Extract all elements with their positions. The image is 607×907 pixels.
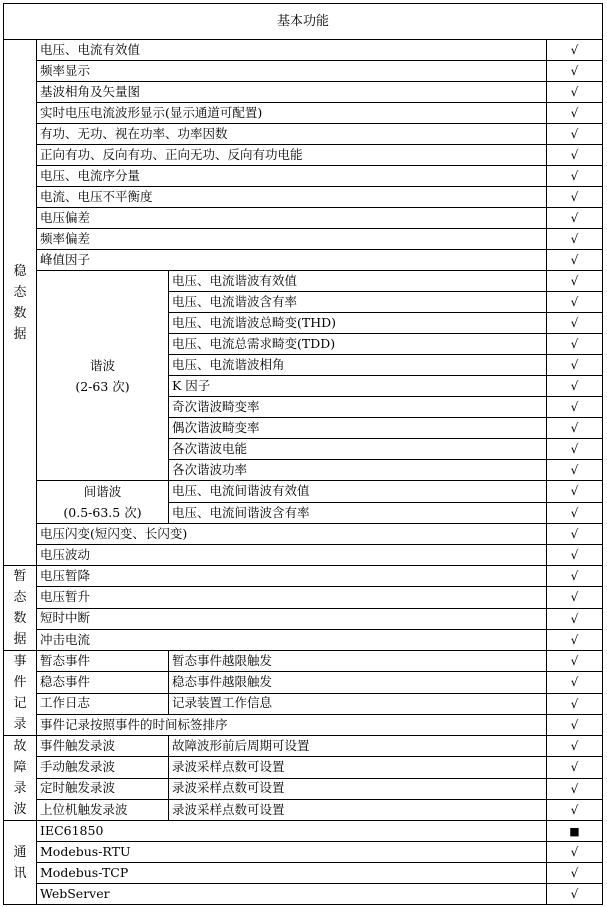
feature-cell: 各次谐波功率 [169, 460, 547, 481]
feature-cell: 电压、电流间谐波含有率 [169, 502, 547, 524]
feature-cell: 频率偏差 [37, 229, 547, 250]
check-mark: √ [547, 524, 603, 545]
table-row [4, 842, 603, 863]
check-mark: √ [547, 460, 603, 481]
table-row [4, 187, 603, 208]
check-mark: √ [547, 545, 603, 566]
table-row [4, 672, 603, 693]
description-cell: 记录装置工作信息 [169, 693, 547, 714]
feature-cell: 电压闪变(短闪变、长闪变) [37, 524, 547, 545]
feature-cell: 奇次谐波畸变率 [169, 397, 547, 418]
table-row [4, 884, 603, 905]
feature-cell: 电压、电流谐波含有率 [169, 292, 547, 313]
check-mark: √ [547, 187, 603, 208]
table-row [4, 545, 603, 566]
check-mark: √ [547, 124, 603, 145]
feature-cell: 电流、电压不平衡度 [37, 187, 547, 208]
feature-cell: 基波相角及矢量图 [37, 82, 547, 103]
feature-cell: 工作日志 [37, 693, 169, 714]
feature-cell: 电压波动 [37, 545, 547, 566]
feature-cell: Modebus-RTU [37, 842, 547, 863]
feature-cell: 偶次谐波畸变率 [169, 418, 547, 439]
check-mark: √ [547, 439, 603, 460]
feature-cell: 暂态事件 [37, 651, 169, 672]
description-cell: 稳态事件越限触发 [169, 672, 547, 693]
table-row [4, 863, 603, 884]
check-mark: √ [547, 651, 603, 672]
check-mark: √ [547, 736, 603, 757]
check-mark: √ [547, 502, 603, 524]
feature-cell: 电压、电流谐波总畸变(THD) [169, 313, 547, 334]
subgroup-interharmonic: 间谐波 (0.5-63.5 次) [37, 481, 169, 524]
check-mark: √ [547, 863, 603, 884]
feature-cell: 电压、电流谐波相角 [169, 355, 547, 376]
table-row [4, 566, 603, 587]
category-transient: 暂 态 数 据 [4, 566, 37, 651]
description-cell: 暂态事件越限触发 [169, 651, 547, 672]
table-row [4, 250, 603, 271]
feature-cell: 事件触发录波 [37, 736, 169, 757]
table-row [4, 82, 603, 103]
feature-cell: Modebus-TCP [37, 863, 547, 884]
table-row [4, 145, 603, 166]
feature-cell: 电压偏差 [37, 208, 547, 229]
feature-cell: 电压、电流间谐波有效值 [169, 481, 547, 503]
feature-cell: IEC61850 [37, 821, 547, 842]
check-mark: √ [547, 842, 603, 863]
table-row [4, 629, 603, 650]
table-row [4, 124, 603, 145]
feature-cell: 电压、电流序分量 [37, 166, 547, 187]
feature-cell: 手动触发录波 [37, 757, 169, 778]
feature-cell: 短时中断 [37, 608, 547, 629]
check-mark: √ [547, 608, 603, 629]
category-fault-recording: 故 障 录 波 [4, 736, 37, 821]
check-mark: √ [547, 82, 603, 103]
check-mark: √ [547, 778, 603, 799]
category-communication: 通 讯 [4, 821, 37, 905]
feature-cell: 定时触发录波 [37, 778, 169, 799]
check-mark: √ [547, 693, 603, 714]
check-mark: √ [547, 799, 603, 820]
feature-cell: 电压、电流总需求畸变(TDD) [169, 334, 547, 355]
check-mark: √ [547, 376, 603, 397]
check-mark: √ [547, 672, 603, 693]
table-row [4, 103, 603, 124]
check-mark: √ [547, 397, 603, 418]
table-row [4, 271, 603, 292]
subgroup-harmonic: 谐波 (2-63 次) [37, 271, 169, 481]
table-row [4, 714, 603, 735]
table-row [4, 757, 603, 778]
check-mark: √ [547, 103, 603, 124]
feature-cell: 稳态事件 [37, 672, 169, 693]
feature-cell: 冲击电流 [37, 629, 547, 650]
table-row [4, 778, 603, 799]
square-mark: ■ [547, 821, 603, 842]
table-row [4, 40, 603, 61]
check-mark: √ [547, 418, 603, 439]
category-events: 事 件 记 录 [4, 651, 37, 736]
category-steady-state: 稳 态 数 据 [4, 40, 37, 566]
table-row [4, 229, 603, 250]
check-mark: √ [547, 166, 603, 187]
table-row [4, 736, 603, 757]
table-row [4, 821, 603, 842]
feature-cell: 实时电压电流波形显示(显示通道可配置) [37, 103, 547, 124]
check-mark: √ [547, 250, 603, 271]
feature-cell: 有功、无功、视在功率、功率因数 [37, 124, 547, 145]
feature-cell: 电压暂降 [37, 566, 547, 587]
feature-cell: 峰值因子 [37, 250, 547, 271]
feature-cell: 各次谐波电能 [169, 439, 547, 460]
check-mark: √ [547, 757, 603, 778]
table-row [4, 608, 603, 629]
feature-cell: 事件记录按照事件的时间标签排序 [37, 714, 547, 735]
description-cell: 录波采样点数可设置 [169, 778, 547, 799]
table-header-row [4, 4, 603, 40]
check-mark: √ [547, 229, 603, 250]
feature-cell: 电压、电流谐波有效值 [169, 271, 547, 292]
function-table [3, 3, 603, 905]
check-mark: √ [547, 481, 603, 503]
table-row [4, 166, 603, 187]
table-row [4, 481, 603, 503]
check-mark: √ [547, 355, 603, 376]
table-row [4, 208, 603, 229]
feature-cell: 电压暂升 [37, 587, 547, 608]
table-row [4, 61, 603, 82]
table-row [4, 693, 603, 714]
feature-cell: WebServer [37, 884, 547, 905]
check-mark: √ [547, 629, 603, 650]
check-mark: √ [547, 61, 603, 82]
check-mark: √ [547, 40, 603, 61]
table-row [4, 651, 603, 672]
table-row [4, 587, 603, 608]
check-mark: √ [547, 566, 603, 587]
check-mark: √ [547, 292, 603, 313]
description-cell: 录波采样点数可设置 [169, 799, 547, 820]
check-mark: √ [547, 714, 603, 735]
description-cell: 故障波形前后周期可设置 [169, 736, 547, 757]
check-mark: √ [547, 313, 603, 334]
check-mark: √ [547, 208, 603, 229]
check-mark: √ [547, 334, 603, 355]
check-mark: √ [547, 884, 603, 905]
table-row [4, 524, 603, 545]
check-mark: √ [547, 587, 603, 608]
table-row [4, 799, 603, 820]
feature-cell: 正向有功、反向有功、正向无功、反向有功电能 [37, 145, 547, 166]
check-mark: √ [547, 271, 603, 292]
feature-cell: 电压、电流有效值 [37, 40, 547, 61]
feature-cell: K 因子 [169, 376, 547, 397]
feature-cell: 上位机触发录波 [37, 799, 169, 820]
feature-cell: 频率显示 [37, 61, 547, 82]
description-cell: 录波采样点数可设置 [169, 757, 547, 778]
check-mark: √ [547, 145, 603, 166]
table-title: 基本功能 [4, 4, 603, 40]
